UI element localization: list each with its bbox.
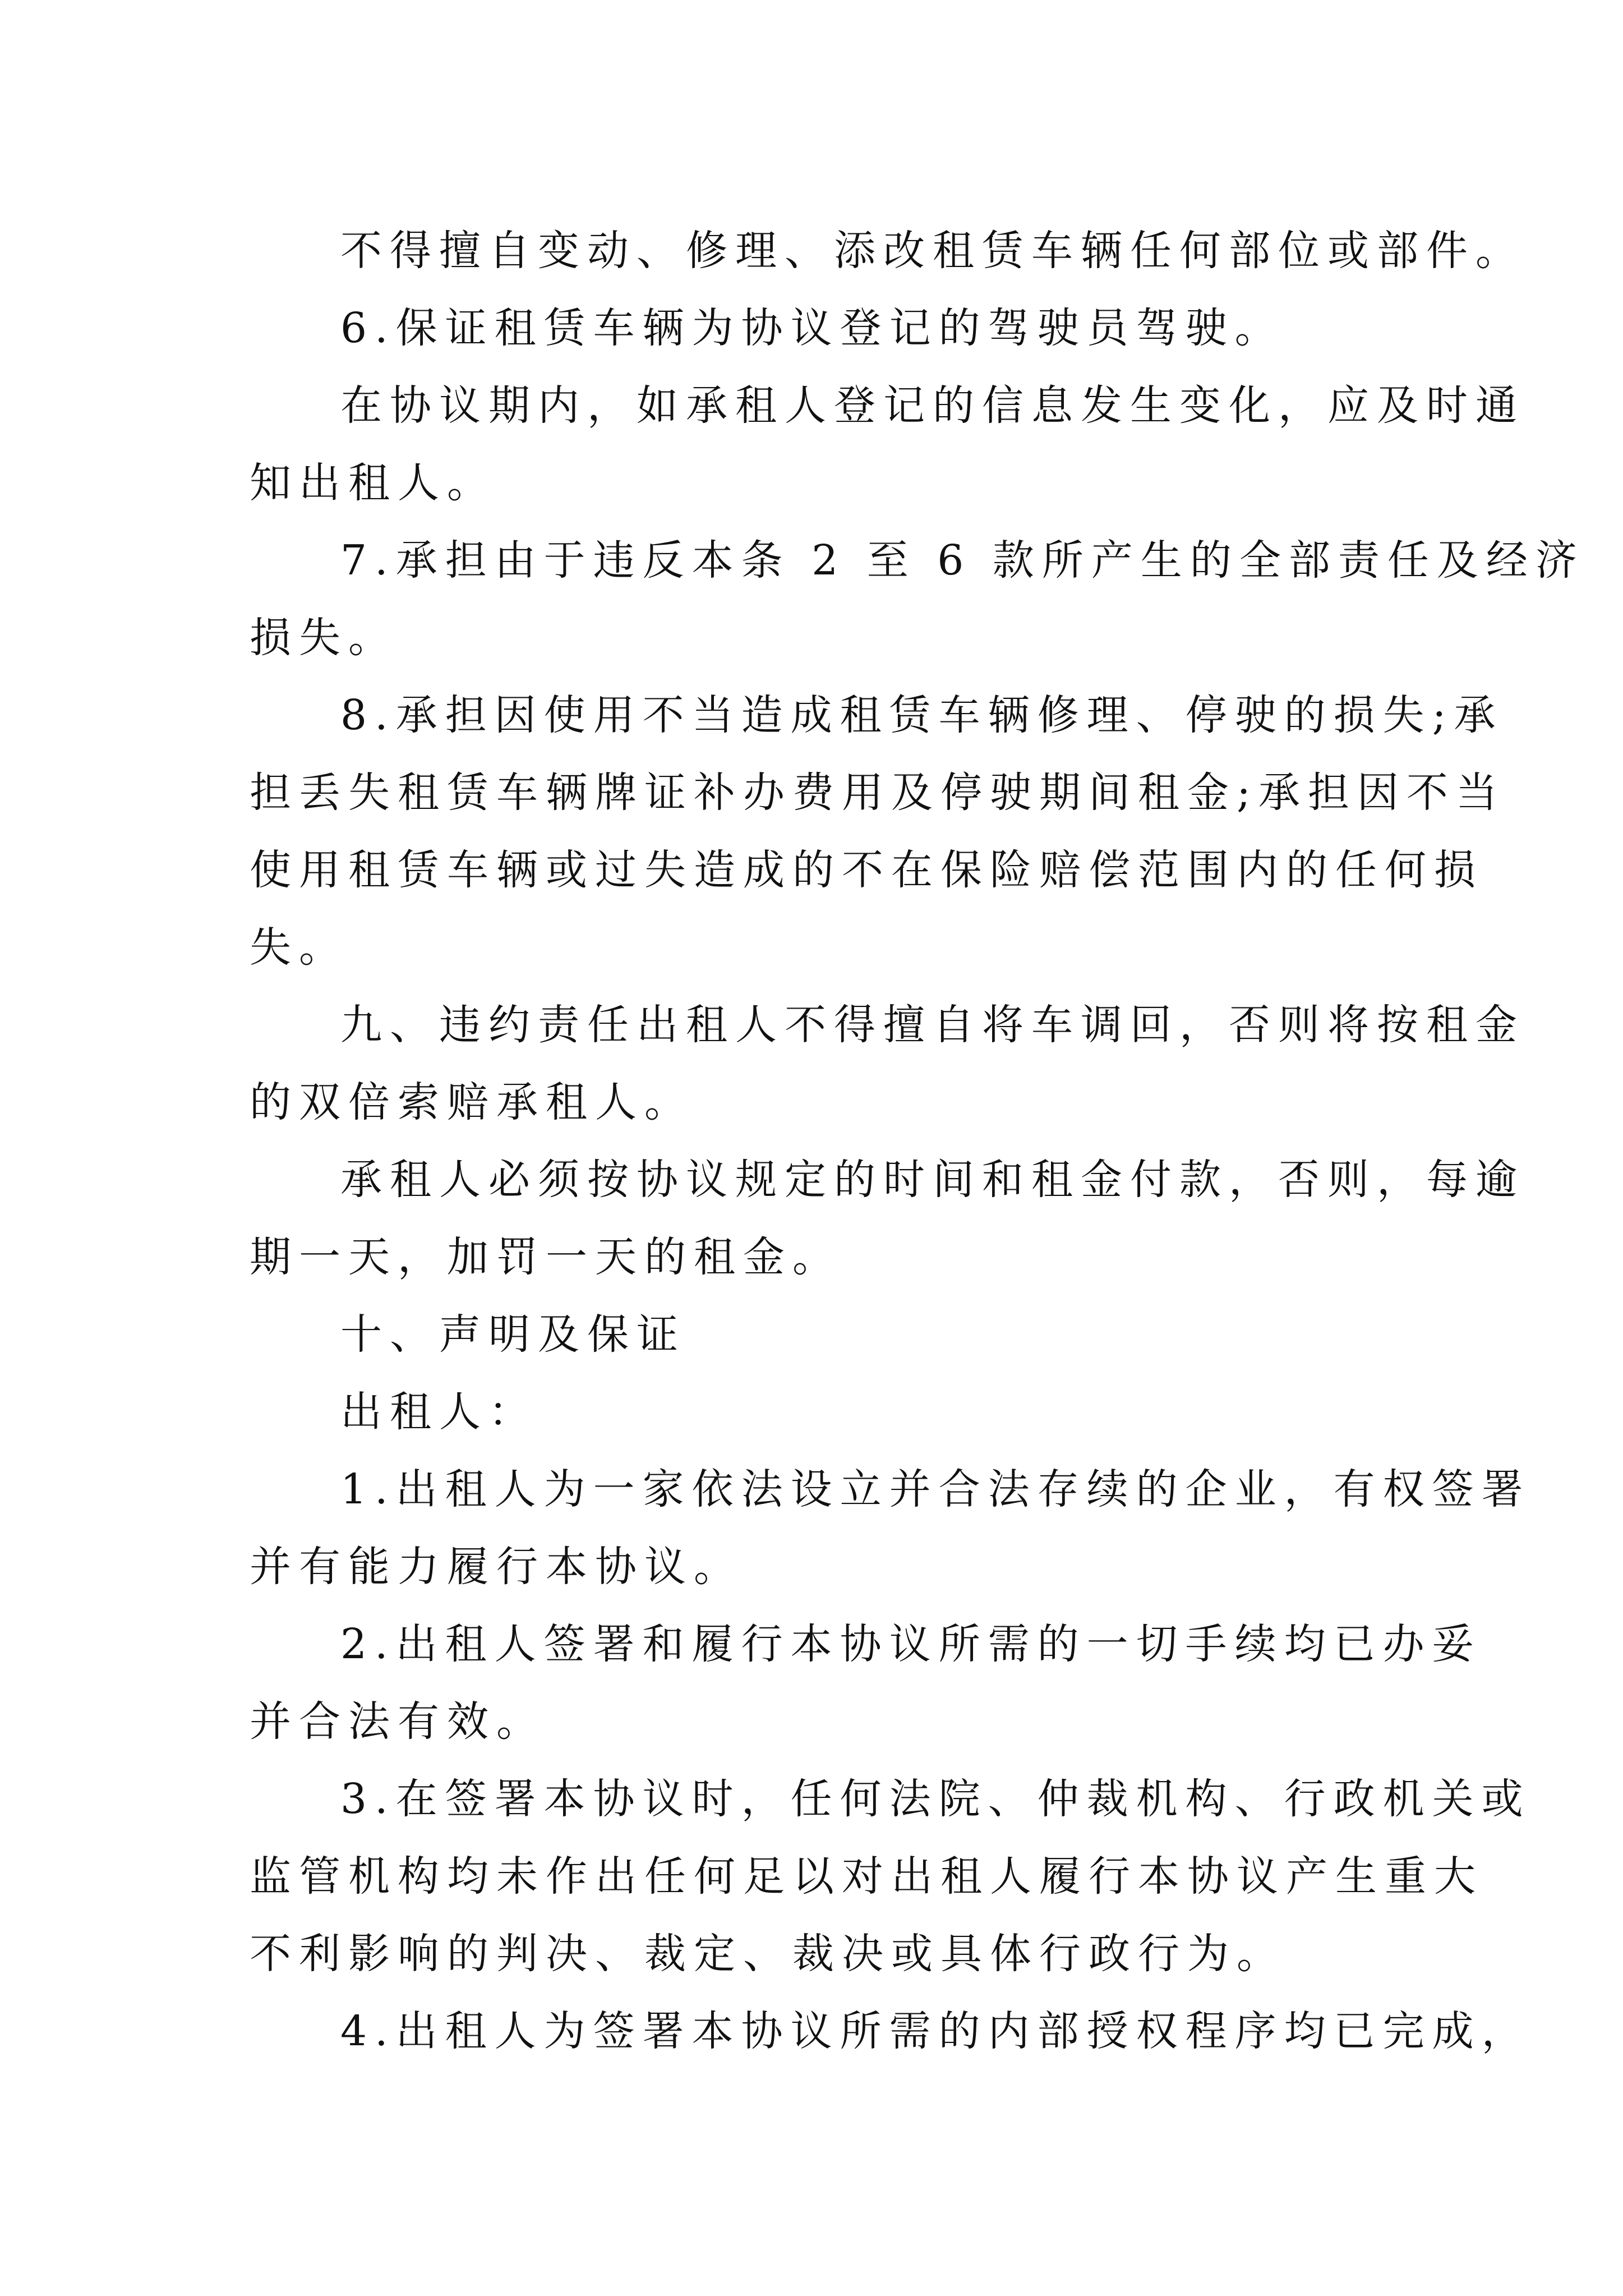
text-line: 损失。: [250, 614, 398, 662]
text-line: 期一天，加罚一天的租金。: [250, 1233, 842, 1281]
text-line: 的双倍索赔承租人。: [250, 1078, 694, 1126]
text-line: 6.保证租赁车辆为协议登记的驾驶员驾驶。: [340, 304, 1284, 352]
text-line: 承租人必须按协议规定的时间和租金付款，否则，每逾: [340, 1156, 1525, 1204]
text-line: 4.出租人为签署本协议所需的内部授权程序均已完成，: [340, 2007, 1531, 2055]
text-line: 不得擅自变动、修理、添改租赁车辆任何部位或部件。: [340, 227, 1525, 275]
text-line: 8.承担因使用不当造成租赁车辆修理、停驶的损失;承: [340, 691, 1504, 739]
text-line: 九、违约责任出租人不得擅自将车调回，否则将按租金: [340, 1001, 1525, 1049]
text-line: 失。: [250, 923, 348, 972]
document-page: [250, 212, 1585, 2070]
text-line: 3.在签署本协议时，任何法院、仲裁机构、行政机关或: [340, 1775, 1531, 1823]
section-heading: 十、声明及保证: [340, 1310, 686, 1359]
text-line: 使用租赁车辆或过失造成的不在保险赔偿范围内的任何损: [250, 846, 1483, 894]
text-line: 监管机构均未作出任何足以对出租人履行本协议产生重大: [250, 1852, 1483, 1901]
text-line: 2.出租人签署和履行本协议所需的一切手续均已办妥: [340, 1620, 1482, 1668]
text-line: 并有能力履行本协议。: [250, 1543, 743, 1591]
text-line: 1.出租人为一家依法设立并合法存续的企业，有权签署: [340, 1465, 1531, 1513]
text-line: 并合法有效。: [250, 1697, 546, 1746]
text-line: 在协议期内，如承租人登记的信息发生变化，应及时通: [340, 381, 1525, 430]
text-line: 不利影响的判决、裁定、裁决或具体行政行为。: [250, 1930, 1286, 1978]
party-label: 出租人：: [340, 1388, 538, 1436]
text-line: 知出租人。: [250, 459, 496, 507]
text-line: 7.承担由于违反本条 2 至 6 款所产生的全部责任及经济: [340, 536, 1585, 585]
text-line: 担丢失租赁车辆牌证补办费用及停驶期间租金;承担因不当: [250, 769, 1505, 817]
